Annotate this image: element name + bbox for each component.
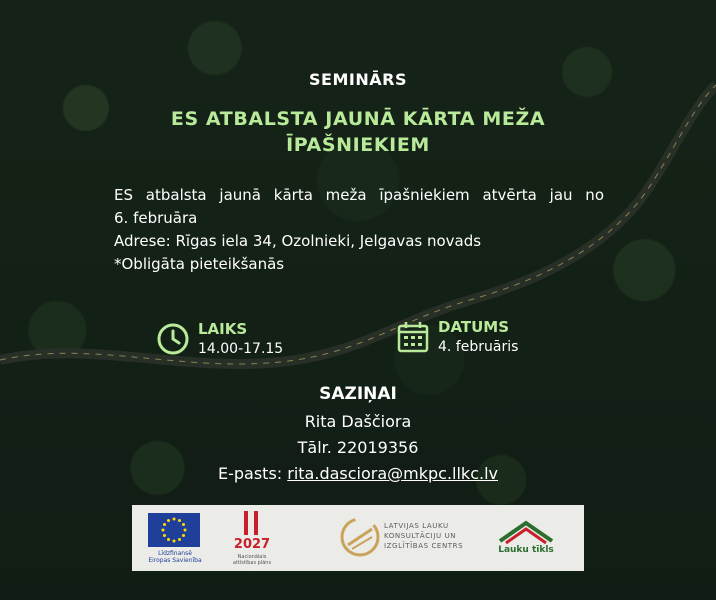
llkc-line-2: KONSULTĀCIJU UN xyxy=(384,532,457,540)
llkc-line-3: IZGLĪTĪBAS CENTRS xyxy=(384,542,464,550)
llkc-line-1: LATVIJAS LAUKU xyxy=(384,522,449,530)
time-heading: LAIKS xyxy=(198,320,248,338)
seminar-title xyxy=(130,106,586,158)
date-block xyxy=(396,318,518,358)
lauku-tikls-logo xyxy=(496,517,556,547)
eu-flag-logo xyxy=(148,513,200,547)
address-line: Adrese: Rīgas iela 34, Ozolnieki, Jelgavas novads xyxy=(114,232,482,250)
partner-logos-bar xyxy=(132,505,584,571)
description-line-1: ES atbalsta jaunā kārta meža īpašniekiem atvērta jau no xyxy=(114,186,604,204)
registration-note: *Obligāta pieteikšanās xyxy=(114,255,285,273)
email-label: E-pasts: xyxy=(217,464,288,483)
email-link[interactable]: rita.dasciora@mkpc.llkc.lv xyxy=(287,464,498,483)
contact-email-line xyxy=(0,464,716,483)
contact-name: Rita Daščiora xyxy=(304,412,412,431)
plan-caption-line-2: attīstības plāns xyxy=(232,560,272,566)
title-line-1: ES ATBALSTA JAUNĀ KĀRTA MEŽA xyxy=(170,108,546,130)
lauku-tikls-name: Lauku tīkls xyxy=(498,545,554,555)
time-block xyxy=(156,320,283,360)
date-heading: DATUMS xyxy=(438,318,510,336)
date-value: 4. februāris xyxy=(438,339,519,355)
time-value: 14.00-17.15 xyxy=(198,341,284,357)
eu-caption-line-1: Līdzfinansē xyxy=(158,550,192,557)
eu-caption-line-2: Eiropas Savienība xyxy=(148,557,202,564)
description-line-2: 6. februāra xyxy=(114,209,198,227)
eu-stars-icon xyxy=(148,513,200,547)
title-line-2: ĪPAŠNIEKIEM xyxy=(286,134,430,156)
contact-heading: SAZIŅAI xyxy=(319,384,397,404)
eu-caption xyxy=(146,550,204,564)
plan-year: 2027 xyxy=(233,537,271,552)
plan-caption xyxy=(228,554,276,566)
llkc-logo xyxy=(338,515,382,559)
seminar-description xyxy=(114,184,604,276)
plan-caption-line-1: Nacionālais xyxy=(237,554,267,560)
clock-icon xyxy=(156,322,190,356)
llkc-name xyxy=(384,521,484,551)
calendar-icon xyxy=(396,320,430,354)
contact-phone: Tālr. 22019356 xyxy=(297,438,419,457)
seminar-label: SEMINĀRS xyxy=(309,70,407,89)
